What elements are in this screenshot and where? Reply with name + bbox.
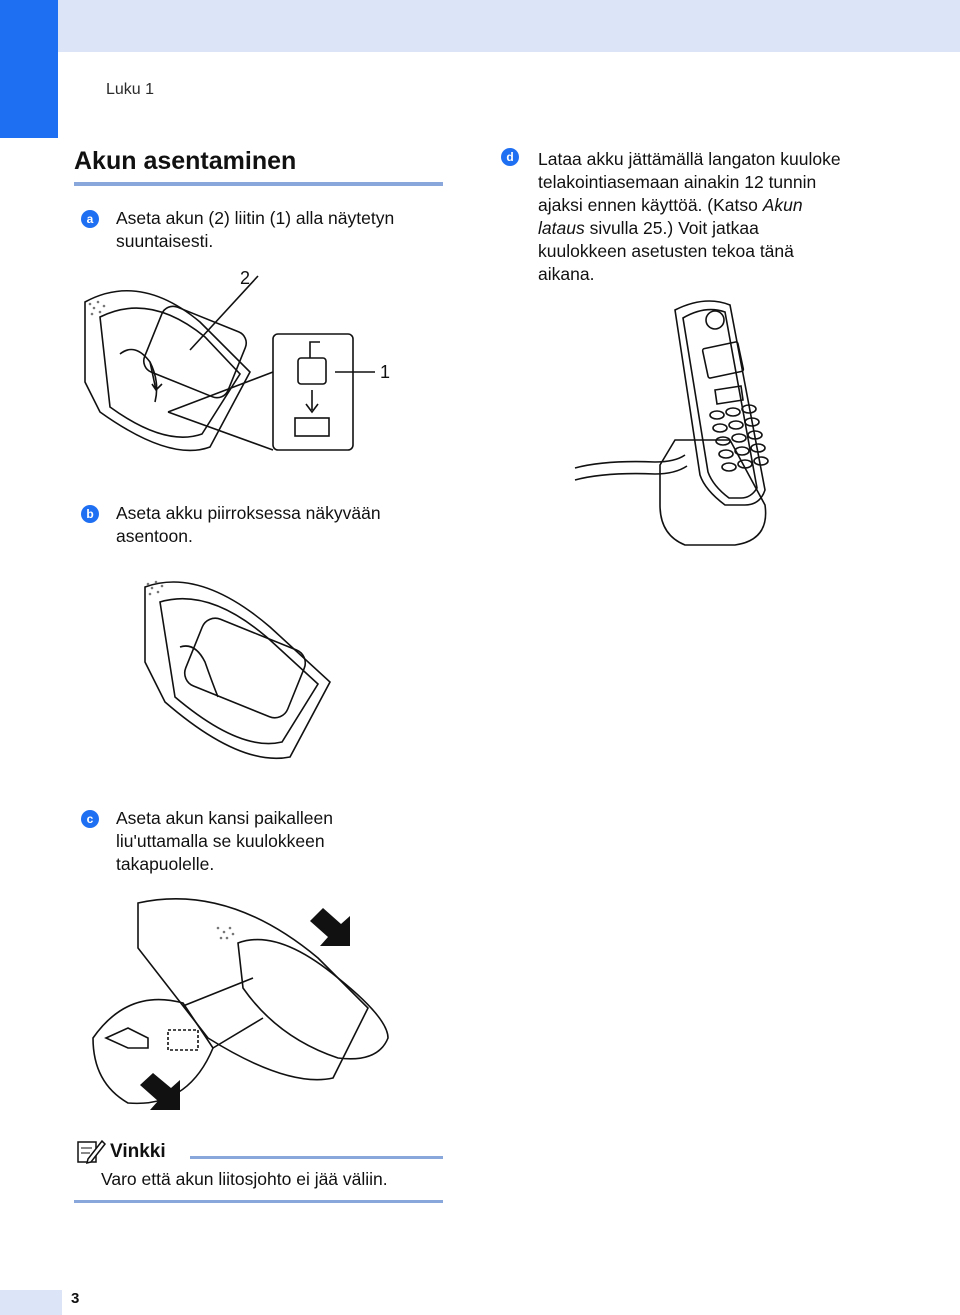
step-b-line-1: Aseta akku piirroksessa näkyvään [116, 503, 381, 523]
step-badge-d: d [501, 148, 519, 166]
section-title-rule [74, 182, 443, 186]
step-badge-c: c [81, 810, 99, 828]
tip-rule-top [190, 1156, 443, 1159]
step-a-text [116, 207, 394, 253]
step-badge-b: b [81, 505, 99, 523]
step-d-text [538, 148, 841, 286]
battery-cover-illustration [88, 888, 433, 1118]
step-d-xref-part-1[interactable]: Akun [762, 195, 803, 215]
step-d-line-2: telakointiasemaan ainakin 12 tunnin [538, 172, 817, 192]
step-a-line-1: Aseta akun (2) liitin (1) alla näytetyn [116, 208, 395, 228]
step-b-text [116, 502, 381, 548]
step-c-text [116, 807, 333, 876]
header-band [58, 0, 960, 52]
battery-connector-illustration [80, 262, 410, 472]
step-d-line-5: kuulokkeen asetusten tekoa tänä [538, 241, 794, 261]
step-d-line-6: aikana. [538, 264, 595, 284]
battery-inserted-illustration [140, 572, 340, 762]
step-c-line-1: Aseta akun kansi paikalleen [116, 808, 333, 828]
step-d-xref-part-2[interactable]: lataus [538, 218, 585, 238]
page-number: 3 [71, 1290, 80, 1307]
step-d-line-4 [538, 217, 841, 240]
step-badge-a: a [81, 210, 99, 228]
chapter-label: Luku 1 [106, 81, 155, 98]
pencil-note-icon [76, 1137, 106, 1165]
tip-rule-bottom [74, 1200, 443, 1203]
step-c-line-2: liu'uttamalla se kuulokkeen [116, 831, 325, 851]
section-title: Akun asentaminen [74, 147, 297, 175]
page-number-band [0, 1290, 62, 1315]
step-a-line-2: suuntaisesti. [116, 231, 214, 251]
callout-battery-label: 2 [240, 268, 251, 288]
chapter-side-tab [0, 0, 58, 138]
tip-body: Varo että akun liitosjohto ei jää väliin. [101, 1169, 388, 1189]
step-d-line-3-text: ajaksi ennen käyttöä. (Katso [538, 195, 763, 215]
step-d-line-3 [538, 194, 841, 217]
step-d-line-4-text: sivulla 25.) Voit jatkaa [584, 218, 759, 238]
tip-title: Vinkki [110, 1141, 166, 1162]
step-c-line-3: takapuolelle. [116, 854, 215, 874]
handset-charger-illustration [565, 290, 805, 552]
step-d-line-1: Lataa akku jättämällä langaton kuuloke [538, 149, 841, 169]
step-b-line-2: asentoon. [116, 526, 193, 546]
callout-connector-label: 1 [380, 362, 391, 382]
